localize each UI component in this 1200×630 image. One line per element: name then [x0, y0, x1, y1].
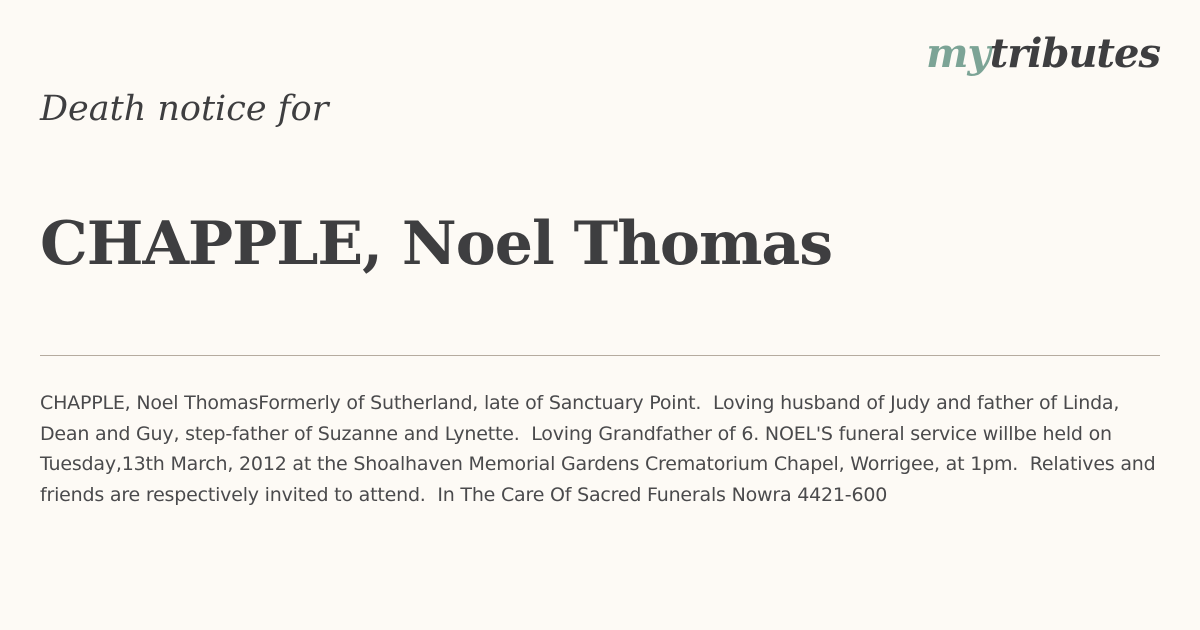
notice-kicker: Death notice for: [40, 89, 329, 129]
section-divider: [40, 355, 1160, 356]
logo-my-text: my: [926, 30, 990, 77]
mytributes-logo[interactable]: [926, 30, 1160, 77]
logo-tributes-text: tributes: [989, 30, 1160, 77]
deceased-name: CHAPPLE, Noel Thomas: [40, 209, 833, 279]
notice-body: CHAPPLE, Noel ThomasFormerly of Sutherland, late of Sanctuary Point. Loving husband of Judy and father of Linda, Dean and Guy, step-father of Suzanne and Lynette. Loving Grandfather of 6. NOEL'S funeral service willbe held on Tuesday,13th March, 2012 at the Shoalhaven Memorial Gardens Crematorium Chapel, Worrigee, at 1pm. Relatives and friends are respectively invited to attend. In The Care Of Sacred Funerals Nowra 4421-600: [40, 392, 1162, 506]
